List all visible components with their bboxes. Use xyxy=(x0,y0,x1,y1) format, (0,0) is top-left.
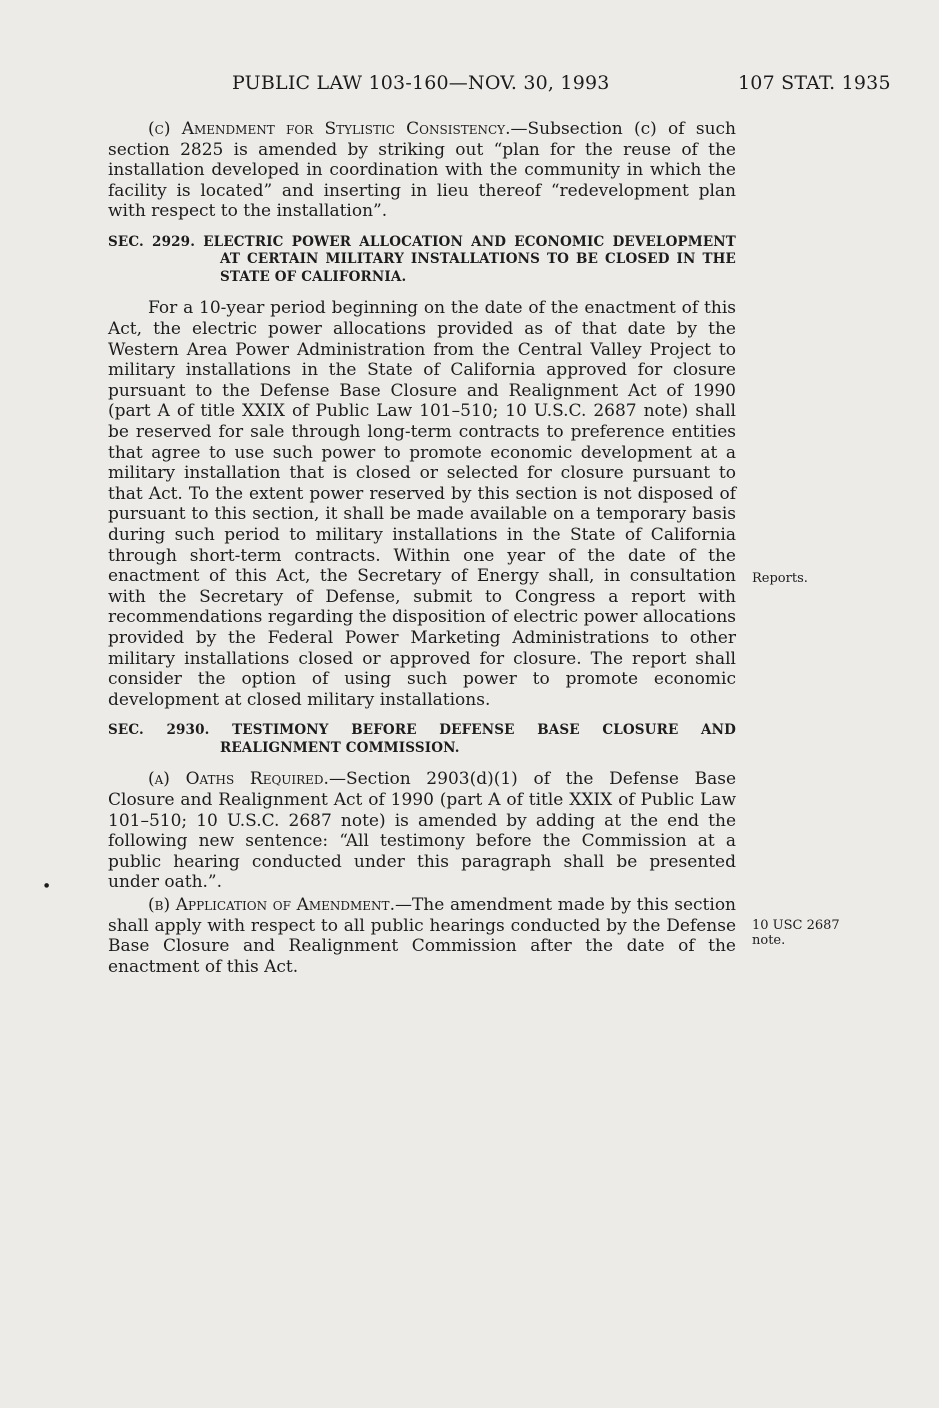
amendment-c-paragraph xyxy=(108,119,736,222)
amendment-c-text: —Subsection (c) of such section 2825 is amended by striking out “plan for the reuse of the installation developed in coordination with the community in which the facility is located” and inserting in lieu thereof “redevelopment plan with respect to the installation”. xyxy=(108,119,737,222)
running-header-title: PUBLIC LAW 103-160—NOV. 30, 1993 xyxy=(232,72,610,94)
sec-2930-b-text: —The amendment made by this section shall apply with respect to all public hearings conducted by the Defense Base Closure and Realignment Commission after the date of the enactment of this Act. xyxy=(108,894,736,977)
marginal-note-reports: Reports. xyxy=(752,571,808,586)
running-header-page-ref: 107 STAT. 1935 xyxy=(738,72,891,94)
sec-2929-heading: SEC. 2929. ELECTRIC POWER ALLOCATION AND ECONOMIC DEVELOPMENT AT CERTAIN MILITARY INSTALLATIONS TO BE CLOSED IN THE STATE OF CALIFORNIA. xyxy=(108,233,736,285)
amendment-c-heading: (c) Amendment for Stylistic Consistency. xyxy=(148,119,511,139)
sec-2930-paragraph-b xyxy=(108,895,736,977)
sec-2930-heading: SEC. 2930. TESTIMONY BEFORE DEFENSE BASE CLOSURE AND REALIGNMENT COMMISSION. xyxy=(108,722,736,756)
sec-2930-a-heading: (a) Oaths Required. xyxy=(148,769,329,790)
marginal-note-usc xyxy=(752,918,840,948)
sec-2930-b-heading: (b) Application of Amendment. xyxy=(148,894,395,915)
margin-dot: ● xyxy=(44,882,50,889)
sec-2929-paragraph: For a 10-year period beginning on the date of the enactment of this Act, the electric power allocations provided as of that date by the Western Area Power Administration from the Central Valley Project to military installations in the State of California approved for closure pursuant to the Defense Base Closure and Realignment Act of 1990 (part A of title XXIX of Public Law 101–510; 10 U.S.C. 2687 note) shall be reserved for sale through long-term contracts to preference entities that agree to use such power to promote economic development at a military installation that is closed or selected for closure pursuant to that Act. To the extent power reserved by this section is not disposed of pursuant to this section, it shall be made available on a temporary basis during such period to military installations in the State of California through short-term contracts. Within one year of the date of the enactment of this Act, the Secretary of Energy shall, in consultation with the Secretary of Defense, submit to Congress a report with recommendations regarding the disposition of electric power allocations provided by the Federal Power Marketing Administrations to other military installations closed or approved for closure. The report shall consider the option of using such power to promote economic development at closed military installations. xyxy=(108,298,736,710)
sec-2930-a-text: —Section 2903(d)(1) of the Defense Base Closure and Realignment Act of 1990 (part A of title XXIX of Public Law 101–510; 10 U.S.C. 2687 note) is amended by adding at the end the following new sentence: “All testimony before the Commission at a public hearing conducted under this paragraph shall be presented under oath.”. xyxy=(108,769,736,893)
sec-2930-paragraph-a xyxy=(108,769,736,893)
document-body xyxy=(108,119,736,979)
marginal-note-usc-line1: 10 USC 2687 xyxy=(752,918,840,933)
marginal-note-usc-line2: note. xyxy=(752,933,786,948)
